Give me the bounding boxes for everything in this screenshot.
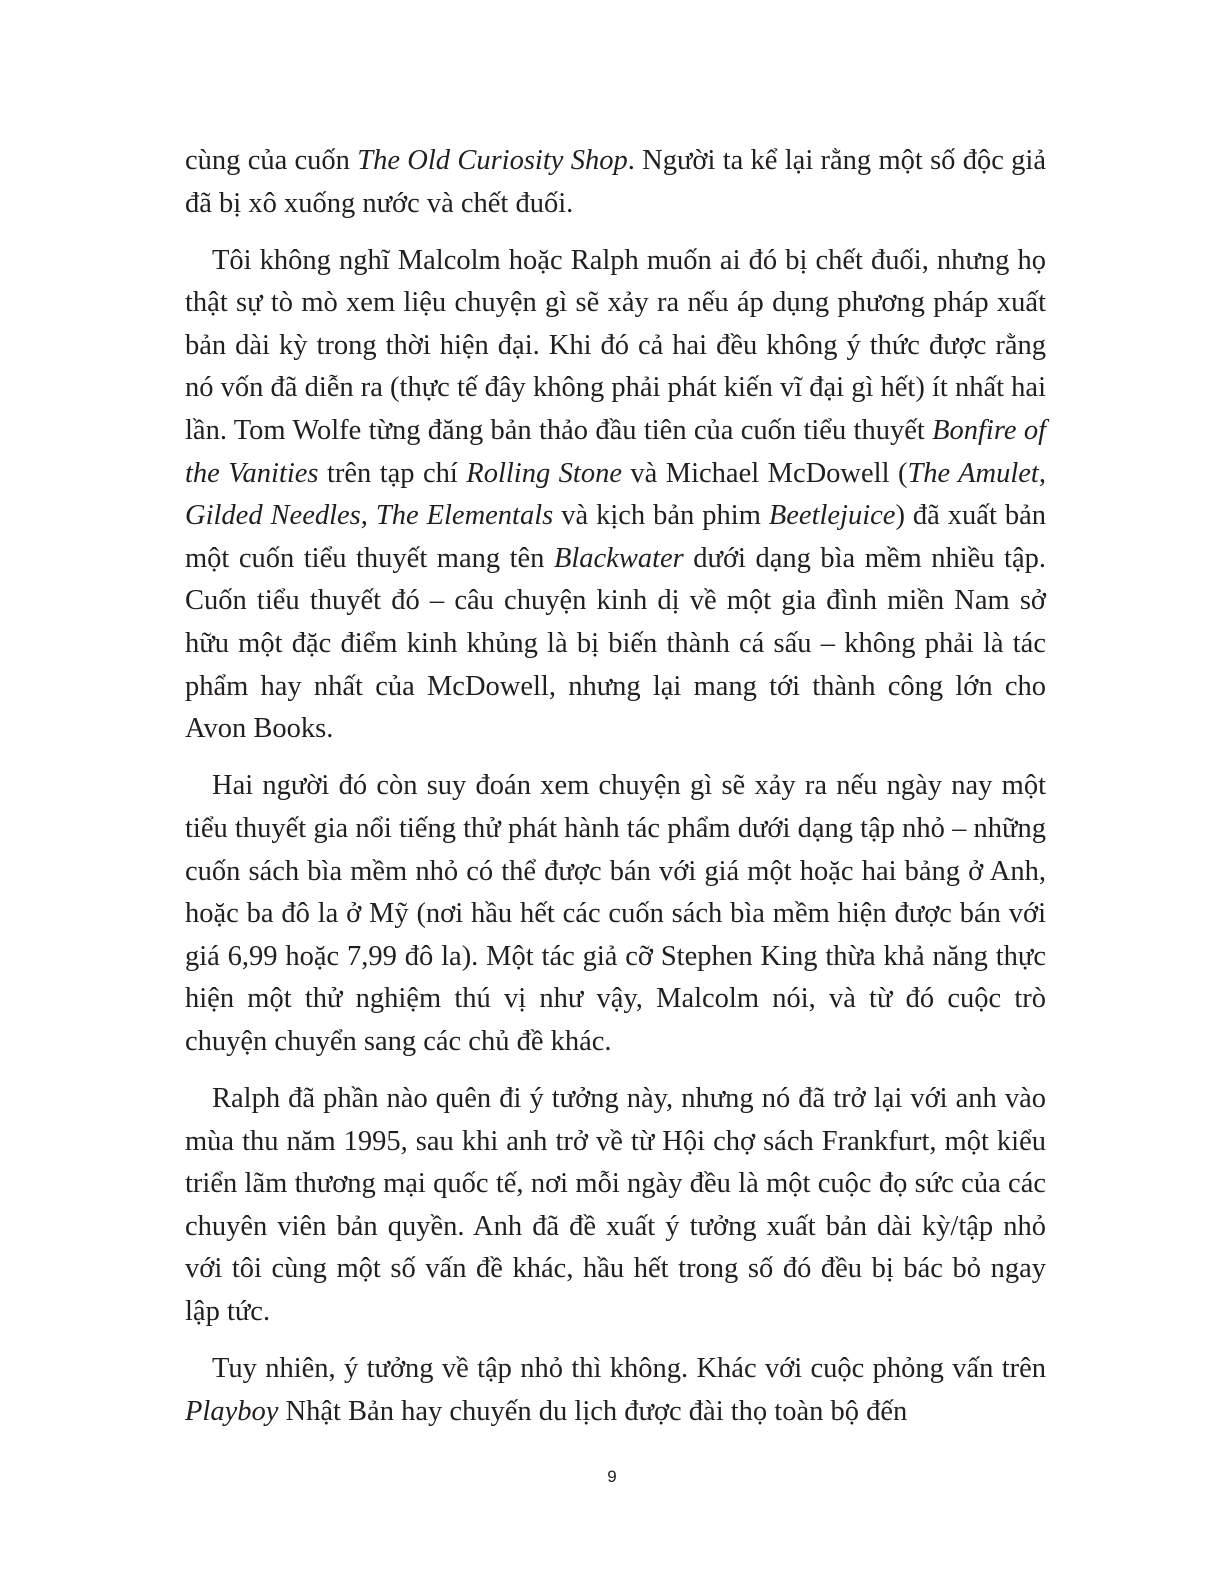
magazine-title-italic: Rolling Stone	[466, 457, 622, 489]
paragraph-4	[185, 1078, 1046, 1334]
page-number: 9	[607, 1467, 617, 1486]
magazine-title-italic: Playboy	[185, 1395, 279, 1427]
paragraph-text: Ralph đã phần nào quên đi ý tưởng này, nhưng nó đã trở lại với anh vào mùa thu năm 1995, sau khi anh trở về từ Hội chợ sách Frankfurt, một kiểu triển lãm thương mại quốc tế, nơi mỗi ngày đều là một cuộc đọ sức của các chuyên viên bản quyền. Anh đã đề xuất ý tưởng xuất bản dài kỳ/tập nhỏ với tôi cùng một số vấn đề khác, hầu hết trong số đó đều bị bác bỏ ngay lập tức.	[185, 1082, 1046, 1327]
book-title-italic: The Old Curiosity Shop	[357, 145, 628, 176]
paragraph-text: Tôi không nghĩ Malcolm hoặc Ralph muốn ai đó bị chết đuối, nhưng họ thật sự tò mò xem liệu chuyện gì sẽ xảy ra nếu áp dụng phương pháp xuất bản dài kỳ trong thời hiện đại. Khi đó cả hai đều không ý thức được rằng nó vốn đã diễn ra (thực tế đây không phải phát kiến vĩ đại gì hết) ít nhất hai lần. Tom Wolfe từng đăng bản thảo đầu tiên của cuốn tiểu thuyết	[185, 244, 1046, 447]
paragraph-text: Nhật Bản hay chuyến du lịch được đài thọ toàn bộ đến	[278, 1395, 908, 1427]
book-title-italic: Bonfire of the Vanities	[185, 415, 1046, 489]
paragraph-text: Hai người đó còn suy đoán xem chuyện gì sẽ xảy ra nếu ngày nay một tiểu thuyết gia nổi tiếng thử phát hành tác phẩm dưới dạng tập nhỏ – những cuốn sách bìa mềm nhỏ có thể được bán với giá một hoặc hai bảng ở Anh, hoặc ba đô la ở Mỹ (nơi hầu hết các cuốn sách bìa mềm hiện được bán với giá 6,99 hoặc 7,99 đô la). Một tác giả cỡ Stephen King thừa khả năng thực hiện một thử nghiệm thú vị như vậy, Malcolm nói, và từ đó cuộc trò chuyện chuyển sang các chủ đề khác.	[185, 770, 1046, 1057]
paragraph-text: dưới dạng bìa mềm nhiều tập. Cuốn tiểu thuyết đó – câu chuyện kinh dị về một gia đình miền Nam sở hữu một đặc điểm kinh khủng là bị biến thành cá sấu – không phải là tác phẩm hay nhất của McDowell, nhưng lại mang tới thành công lớn cho Avon Books.	[185, 542, 1046, 745]
paragraph-text: Tuy nhiên, ý tưởng về tập nhỏ thì không. Khác với cuộc phỏng vấn trên	[212, 1353, 1046, 1385]
paragraph-text: và Michael McDowell (	[621, 457, 908, 489]
film-title-italic: Beetlejuice	[768, 500, 896, 532]
paragraph-2	[185, 240, 1046, 751]
paragraph-3	[185, 765, 1046, 1063]
paragraph-text: cùng của cuốn	[185, 145, 358, 176]
paragraph-5	[185, 1348, 1046, 1433]
paragraph-text: ) đã xuất bản một cuốn tiểu thuyết mang tên	[185, 500, 1047, 574]
paragraph-text: . Người ta kể lại rằng một số độc giả đã bị xô xuống nước và chết đuối.	[185, 145, 1046, 219]
book-titles-italic: The Amulet, Gilded Needles, The Elementals	[185, 457, 1046, 532]
paragraph-text: trên tạp chí	[318, 457, 467, 489]
paragraph-text: và kịch bản phim	[553, 500, 769, 532]
paragraph-1	[185, 140, 1046, 225]
page-body	[185, 140, 1046, 1448]
book-title-italic: Blackwater	[553, 542, 684, 574]
